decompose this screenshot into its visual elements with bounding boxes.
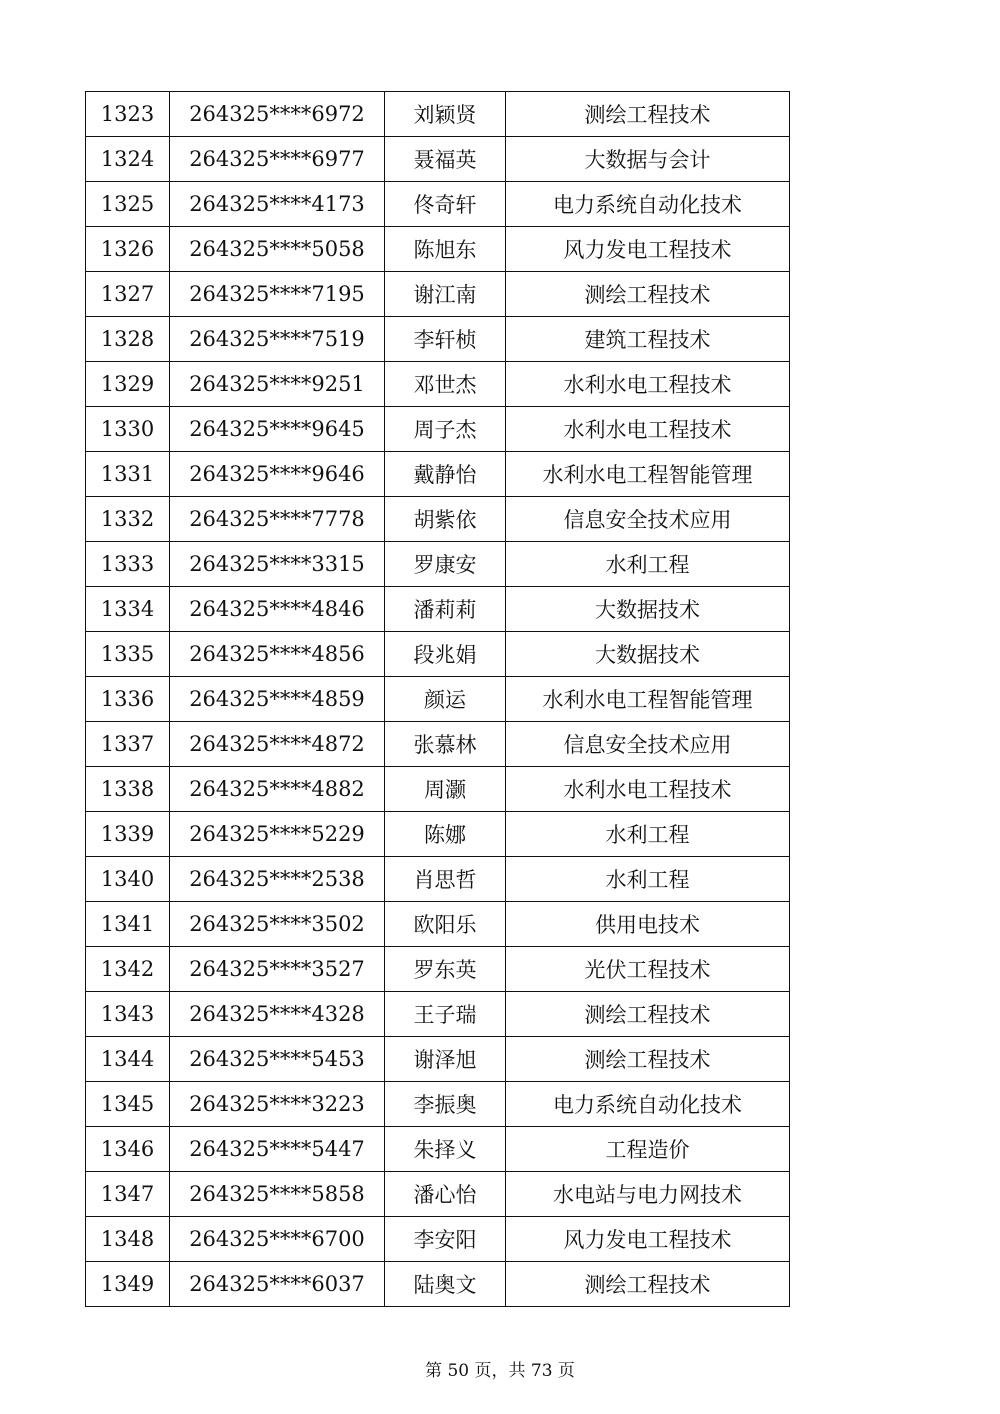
seq-number-cell: 1334 xyxy=(86,587,170,632)
id-number-cell: 264325****6700 xyxy=(170,1217,385,1262)
seq-number-cell: 1336 xyxy=(86,677,170,722)
id-number-cell: 264325****3223 xyxy=(170,1082,385,1127)
table-row xyxy=(86,722,790,767)
name-cell: 颜运 xyxy=(385,677,506,722)
id-number-cell: 264325****2538 xyxy=(170,857,385,902)
major-cell: 信息安全技术应用 xyxy=(506,722,790,767)
name-cell: 佟奇轩 xyxy=(385,182,506,227)
seq-number-cell: 1333 xyxy=(86,542,170,587)
major-cell: 大数据与会计 xyxy=(506,137,790,182)
major-cell: 测绘工程技术 xyxy=(506,992,790,1037)
id-number-cell: 264325****9251 xyxy=(170,362,385,407)
name-cell: 欧阳乐 xyxy=(385,902,506,947)
major-cell: 风力发电工程技术 xyxy=(506,227,790,272)
name-cell: 戴静怡 xyxy=(385,452,506,497)
id-number-cell: 264325****3315 xyxy=(170,542,385,587)
name-cell: 潘莉莉 xyxy=(385,587,506,632)
major-cell: 水利工程 xyxy=(506,812,790,857)
id-number-cell: 264325****4882 xyxy=(170,767,385,812)
seq-number-cell: 1338 xyxy=(86,767,170,812)
id-number-cell: 264325****4328 xyxy=(170,992,385,1037)
table-row xyxy=(86,92,790,137)
name-cell: 肖思哲 xyxy=(385,857,506,902)
name-cell: 周灏 xyxy=(385,767,506,812)
table-row xyxy=(86,542,790,587)
table-row xyxy=(86,182,790,227)
major-cell: 风力发电工程技术 xyxy=(506,1217,790,1262)
id-number-cell: 264325****4856 xyxy=(170,632,385,677)
name-cell: 李安阳 xyxy=(385,1217,506,1262)
seq-number-cell: 1325 xyxy=(86,182,170,227)
seq-number-cell: 1326 xyxy=(86,227,170,272)
name-cell: 张慕林 xyxy=(385,722,506,767)
id-number-cell: 264325****7778 xyxy=(170,497,385,542)
major-cell: 测绘工程技术 xyxy=(506,1037,790,1082)
id-number-cell: 264325****4859 xyxy=(170,677,385,722)
name-cell: 王子瑞 xyxy=(385,992,506,1037)
table-row xyxy=(86,587,790,632)
major-cell: 水电站与电力网技术 xyxy=(506,1172,790,1217)
roster-table-body xyxy=(86,92,790,1307)
table-row xyxy=(86,497,790,542)
table-row xyxy=(86,812,790,857)
name-cell: 朱择义 xyxy=(385,1127,506,1172)
seq-number-cell: 1330 xyxy=(86,407,170,452)
table-row xyxy=(86,137,790,182)
major-cell: 工程造价 xyxy=(506,1127,790,1172)
seq-number-cell: 1335 xyxy=(86,632,170,677)
seq-number-cell: 1331 xyxy=(86,452,170,497)
id-number-cell: 264325****6977 xyxy=(170,137,385,182)
id-number-cell: 264325****6037 xyxy=(170,1262,385,1307)
major-cell: 大数据技术 xyxy=(506,632,790,677)
seq-number-cell: 1332 xyxy=(86,497,170,542)
name-cell: 陈旭东 xyxy=(385,227,506,272)
id-number-cell: 264325****6972 xyxy=(170,92,385,137)
id-number-cell: 264325****3527 xyxy=(170,947,385,992)
name-cell: 周子杰 xyxy=(385,407,506,452)
table-row xyxy=(86,272,790,317)
major-cell: 水利水电工程技术 xyxy=(506,767,790,812)
seq-number-cell: 1337 xyxy=(86,722,170,767)
seq-number-cell: 1324 xyxy=(86,137,170,182)
major-cell: 水利水电工程技术 xyxy=(506,407,790,452)
table-row xyxy=(86,767,790,812)
major-cell: 测绘工程技术 xyxy=(506,272,790,317)
table-row xyxy=(86,1037,790,1082)
major-cell: 水利水电工程技术 xyxy=(506,362,790,407)
name-cell: 谢泽旭 xyxy=(385,1037,506,1082)
seq-number-cell: 1340 xyxy=(86,857,170,902)
table-row xyxy=(86,1172,790,1217)
seq-number-cell: 1343 xyxy=(86,992,170,1037)
name-cell: 胡紫依 xyxy=(385,497,506,542)
major-cell: 供用电技术 xyxy=(506,902,790,947)
name-cell: 邓世杰 xyxy=(385,362,506,407)
table-row xyxy=(86,677,790,722)
name-cell: 陆奥文 xyxy=(385,1262,506,1307)
table-row xyxy=(86,632,790,677)
name-cell: 刘颖贤 xyxy=(385,92,506,137)
name-cell: 李振奥 xyxy=(385,1082,506,1127)
id-number-cell: 264325****3502 xyxy=(170,902,385,947)
seq-number-cell: 1344 xyxy=(86,1037,170,1082)
major-cell: 信息安全技术应用 xyxy=(506,497,790,542)
major-cell: 测绘工程技术 xyxy=(506,1262,790,1307)
major-cell: 电力系统自动化技术 xyxy=(506,182,790,227)
major-cell: 大数据技术 xyxy=(506,587,790,632)
id-number-cell: 264325****4846 xyxy=(170,587,385,632)
seq-number-cell: 1349 xyxy=(86,1262,170,1307)
seq-number-cell: 1329 xyxy=(86,362,170,407)
name-cell: 段兆娟 xyxy=(385,632,506,677)
seq-number-cell: 1328 xyxy=(86,317,170,362)
id-number-cell: 264325****5447 xyxy=(170,1127,385,1172)
id-number-cell: 264325****4173 xyxy=(170,182,385,227)
name-cell: 聂福英 xyxy=(385,137,506,182)
major-cell: 光伏工程技术 xyxy=(506,947,790,992)
id-number-cell: 264325****5229 xyxy=(170,812,385,857)
seq-number-cell: 1346 xyxy=(86,1127,170,1172)
table-row xyxy=(86,857,790,902)
name-cell: 潘心怡 xyxy=(385,1172,506,1217)
seq-number-cell: 1342 xyxy=(86,947,170,992)
seq-number-cell: 1341 xyxy=(86,902,170,947)
page-footer: 第 50 页，共 73 页 xyxy=(425,1361,575,1381)
seq-number-cell: 1339 xyxy=(86,812,170,857)
id-number-cell: 264325****9645 xyxy=(170,407,385,452)
name-cell: 罗东英 xyxy=(385,947,506,992)
name-cell: 谢江南 xyxy=(385,272,506,317)
name-cell: 陈娜 xyxy=(385,812,506,857)
id-number-cell: 264325****5858 xyxy=(170,1172,385,1217)
table-row xyxy=(86,947,790,992)
seq-number-cell: 1345 xyxy=(86,1082,170,1127)
major-cell: 测绘工程技术 xyxy=(506,92,790,137)
id-number-cell: 264325****7519 xyxy=(170,317,385,362)
name-cell: 罗康安 xyxy=(385,542,506,587)
table-row xyxy=(86,1082,790,1127)
major-cell: 水利水电工程智能管理 xyxy=(506,452,790,497)
major-cell: 水利工程 xyxy=(506,542,790,587)
major-cell: 电力系统自动化技术 xyxy=(506,1082,790,1127)
table-row xyxy=(86,227,790,272)
seq-number-cell: 1348 xyxy=(86,1217,170,1262)
seq-number-cell: 1347 xyxy=(86,1172,170,1217)
table-row xyxy=(86,362,790,407)
major-cell: 水利水电工程智能管理 xyxy=(506,677,790,722)
id-number-cell: 264325****4872 xyxy=(170,722,385,767)
table-row xyxy=(86,1217,790,1262)
table-row xyxy=(86,452,790,497)
table-row xyxy=(86,992,790,1037)
seq-number-cell: 1327 xyxy=(86,272,170,317)
table-row xyxy=(86,317,790,362)
roster-table xyxy=(85,91,790,1307)
name-cell: 李轩桢 xyxy=(385,317,506,362)
table-row xyxy=(86,1127,790,1172)
table-row xyxy=(86,407,790,452)
major-cell: 水利工程 xyxy=(506,857,790,902)
major-cell: 建筑工程技术 xyxy=(506,317,790,362)
table-row xyxy=(86,1262,790,1307)
id-number-cell: 264325****5058 xyxy=(170,227,385,272)
id-number-cell: 264325****5453 xyxy=(170,1037,385,1082)
table-row xyxy=(86,902,790,947)
id-number-cell: 264325****7195 xyxy=(170,272,385,317)
seq-number-cell: 1323 xyxy=(86,92,170,137)
id-number-cell: 264325****9646 xyxy=(170,452,385,497)
